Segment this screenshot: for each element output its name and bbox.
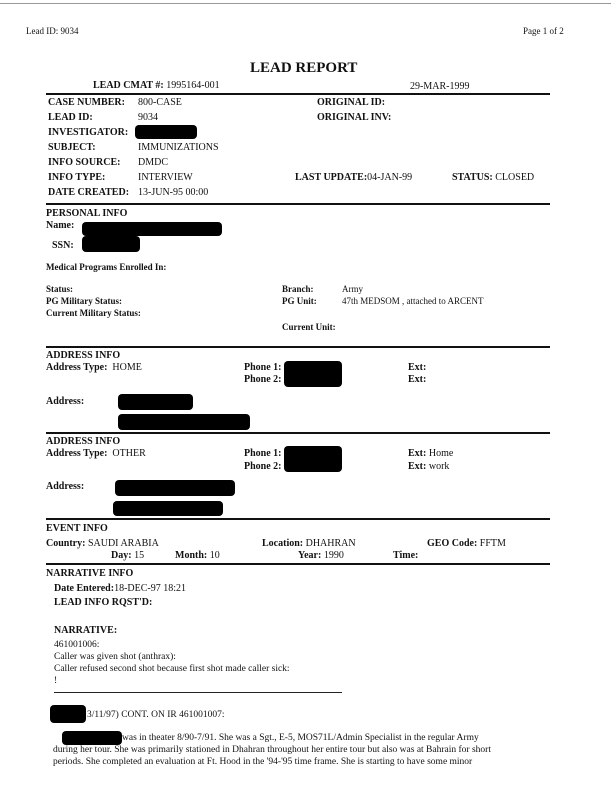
address-info-heading: ADDRESS INFO (46, 436, 121, 447)
divider (46, 93, 550, 95)
address-type-value: OTHER (112, 448, 146, 459)
phone1-label: Phone 1: (244, 362, 282, 373)
address-line2-redaction (118, 414, 250, 430)
name-redaction (82, 222, 222, 236)
current-unit-label: Current Unit: (282, 322, 336, 332)
day-value: 15 (134, 550, 145, 561)
address-type-row (46, 362, 142, 373)
geo-code-value: FFTM (479, 538, 506, 549)
last-update-label: LAST UPDATE: (295, 172, 368, 183)
status-label: STATUS: (452, 172, 493, 183)
address-label: Address: (46, 396, 85, 407)
info-source-value: DMDC (138, 157, 169, 168)
address-line1-redaction (118, 394, 193, 410)
subject-value: IMMUNIZATIONS (138, 142, 219, 153)
lead-id-label: LEAD ID: (48, 112, 93, 123)
phone1-label: Phone 1: (244, 448, 282, 459)
ext2-row (408, 461, 449, 472)
lead-info-rqstd-label: LEAD INFO RQST'D: (54, 597, 153, 608)
day-row (111, 550, 144, 561)
address-type-label: Address Type: (46, 362, 108, 373)
divider (46, 346, 550, 348)
address-type-label: Address Type: (46, 448, 108, 459)
date-entered-value: 18-DEC-97 18:21 (114, 583, 187, 594)
medical-programs-label: Medical Programs Enrolled In: (46, 262, 167, 272)
narrative-underline (54, 692, 342, 693)
status-label: Status: (46, 284, 74, 294)
pg-unit-value: 47th MEDSOM , attached to ARCENT (342, 296, 484, 306)
investigator-label: INVESTIGATOR: (48, 127, 129, 138)
pg-military-status-label: PG Military Status: (46, 296, 122, 306)
date-entered-row (54, 583, 186, 594)
last-update-row (295, 172, 412, 183)
narrative-line: Caller was given shot (anthrax): (54, 652, 176, 662)
month-label: Month: (175, 550, 208, 561)
address-label: Address: (46, 481, 85, 492)
geo-code-row (427, 538, 506, 549)
phone2-label: Phone 2: (244, 374, 282, 385)
branch-value: Army (342, 284, 363, 294)
cmat-value: 1995164-001 (166, 80, 220, 91)
narrative-paragraph-line: periods. She completed an evaluation at Ft. Hood in the '94-'95 time frame. She is starting to have some minor (53, 757, 473, 767)
time-label: Time: (393, 550, 419, 561)
ext1-label: Ext: (408, 448, 427, 459)
ext2-row (408, 374, 426, 385)
address-line1-redaction (115, 480, 235, 496)
divider (46, 518, 550, 520)
location-label: Location: (262, 538, 304, 549)
cont-line: 3/11/97) CONT. ON IR 461001007: (87, 710, 225, 720)
header-lead-id: Lead ID: 9034 (26, 26, 79, 36)
cmat-label: LEAD CMAT #: (93, 80, 164, 91)
divider (46, 432, 550, 434)
month-value: 10 (209, 550, 220, 561)
info-type-value: INTERVIEW (138, 172, 193, 183)
day-label: Day: (111, 550, 132, 561)
address-line2-redaction (113, 501, 223, 516)
current-military-status-label: Current Military Status: (46, 308, 141, 318)
phone-redaction (284, 361, 342, 387)
date-created-value: 13-JUN-95 00:00 (138, 187, 209, 198)
country-row (46, 538, 159, 549)
original-id-label: ORIGINAL ID: (317, 97, 386, 108)
date-entered-label: Date Entered: (54, 583, 115, 594)
date-created-label: DATE CREATED: (48, 187, 130, 198)
case-number-label: CASE NUMBER: (48, 97, 125, 108)
event-info-heading: EVENT INFO (46, 523, 108, 534)
scan-edge-line (0, 3, 611, 4)
case-number-value: 800-CASE (138, 97, 182, 108)
ssn-label: SSN: (52, 240, 74, 251)
personal-info-heading: PERSONAL INFO (46, 208, 128, 219)
narrative-line: Caller refused second shot because first shot made caller sick: (54, 664, 290, 674)
country-label: Country: (46, 538, 86, 549)
narrative-line: ! (54, 676, 58, 686)
status-value: CLOSED (495, 172, 535, 183)
year-label: Year: (298, 550, 322, 561)
phone-redaction (284, 446, 342, 472)
ext2-label: Ext: (408, 374, 427, 385)
last-update-value: 04-JAN-99 (367, 172, 413, 183)
investigator-redaction (135, 125, 197, 139)
address-info-heading: ADDRESS INFO (46, 350, 121, 361)
year-row (298, 550, 344, 561)
page-indicator: Page 1 of 2 (523, 26, 564, 36)
ext1-label: Ext: (408, 362, 427, 373)
ext1-row (408, 448, 453, 459)
narrative-line: 461001006: (54, 640, 100, 650)
narrative-paragraph-line: was in theater 8/90-7/91. She was a Sgt., E-5, MOS71L/Admin Specialist in the regular Army (122, 733, 479, 743)
pg-unit-label: PG Unit: (282, 296, 317, 306)
month-row (175, 550, 220, 561)
ext1-value: Home (428, 448, 454, 459)
info-type-label: INFO TYPE: (48, 172, 106, 183)
cont-redaction (50, 705, 86, 723)
ssn-redaction (82, 236, 140, 252)
narrative-label: NARRATIVE: (54, 625, 118, 636)
narrative-info-heading: NARRATIVE INFO (46, 568, 134, 579)
location-row (262, 538, 356, 549)
original-inv-label: ORIGINAL INV: (317, 112, 392, 123)
ext2-label: Ext: (408, 461, 427, 472)
info-source-label: INFO SOURCE: (48, 157, 121, 168)
branch-label: Branch: (282, 284, 314, 294)
report-date: 29-MAR-1999 (410, 81, 470, 92)
cmat-row (93, 80, 220, 91)
divider (46, 203, 550, 205)
year-value: 1990 (323, 550, 344, 561)
ext1-row (408, 362, 426, 373)
divider (46, 563, 550, 565)
geo-code-label: GEO Code: (427, 538, 478, 549)
address-type-row (46, 448, 146, 459)
narrative-paragraph-line: during her tour. She was primarily stationed in Dhahran throughout her entire tour but also was at Bahrain for short (53, 745, 491, 755)
address-type-value: HOME (112, 362, 142, 373)
status-row (452, 172, 534, 183)
name-label: Name: (46, 220, 75, 231)
phone2-label: Phone 2: (244, 461, 282, 472)
country-value: SAUDI ARABIA (87, 538, 159, 549)
report-title: LEAD REPORT (250, 60, 358, 76)
name-redaction (62, 731, 122, 745)
lead-id-value: 9034 (138, 112, 158, 123)
location-value: DHAHRAN (305, 538, 356, 549)
subject-label: SUBJECT: (48, 142, 96, 153)
ext2-value: work (428, 461, 450, 472)
